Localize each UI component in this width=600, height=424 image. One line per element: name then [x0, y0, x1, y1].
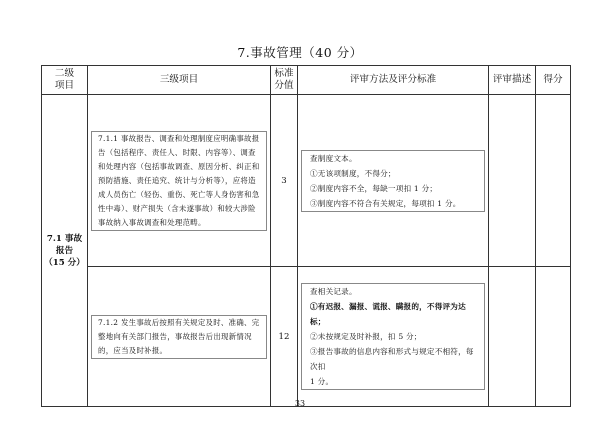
- method-line: 查制度文本。: [310, 153, 357, 163]
- header-method: 评审方法及评分标准: [298, 66, 489, 95]
- header-level2-line1: 二级: [54, 68, 75, 79]
- standard-score: 3: [271, 95, 298, 267]
- section-line3: （15 分）: [44, 257, 85, 268]
- item-text: 7.1.1 事故报告、调查和处理制度应明确事故报告（包括程序、责任人、时限、内容等）、调查和处理内容（包括事故调查、原因分析、纠正和预防措施、责任追究、统计与分析等），应将造成人员伤亡（轻伤、重伤、死亡等人身伤害和急性中毒）、财产损失（含未遂事故）和较大涉险事故纳入事故调查和处理范畴。: [98, 133, 260, 227]
- table-row: [42, 95, 571, 267]
- section-line1: 7.1 事故: [46, 233, 83, 244]
- header-standard-line1: 标准: [274, 68, 294, 79]
- section-line2: 报告: [55, 245, 74, 256]
- method-line: ②未按规定及时补报，扣 5 分；: [310, 332, 422, 341]
- item-cell: [88, 267, 271, 407]
- section-cell: [42, 95, 88, 407]
- table-header-row: [42, 66, 571, 95]
- header-standard: [271, 66, 298, 95]
- header-description: 评审描述: [489, 66, 536, 95]
- evaluation-table: [41, 65, 571, 407]
- method-line: ③制度内容不符合有关规定，每项扣 1 分。: [310, 198, 461, 208]
- method-line: 1 分。: [310, 377, 334, 386]
- page-number: 33: [294, 399, 306, 408]
- header-level2-line2: 项目: [54, 80, 75, 91]
- method-line: ①无该项制度，不得分；: [310, 168, 396, 178]
- item-box: [91, 131, 267, 231]
- method-line: 查相关记录。: [310, 287, 357, 296]
- method-box: [301, 283, 485, 390]
- method-box: [301, 150, 485, 212]
- header-level3: 三级项目: [88, 66, 271, 95]
- description-cell[interactable]: [489, 267, 536, 407]
- item-cell: [88, 95, 271, 267]
- standard-score: 12: [271, 267, 298, 407]
- method-cell: [298, 267, 489, 407]
- method-line: ③报告事故的信息内容和形式与规定不相符，每次扣: [310, 347, 474, 371]
- table-row: [42, 267, 571, 407]
- header-level2: [42, 66, 88, 95]
- method-line: ②制度内容不全，每缺一项扣 1 分；: [310, 183, 438, 193]
- item-box: [91, 315, 267, 359]
- header-standard-line2: 分值: [274, 80, 294, 91]
- item-text: 7.1.2 发生事故后按照有关规定及时、准确、完整地向有关部门报告，事故报告后出现新情况的，应当及时补报。: [98, 317, 260, 355]
- header-score: 得分: [536, 66, 571, 95]
- score-cell[interactable]: [536, 267, 571, 407]
- description-cell[interactable]: [489, 95, 536, 267]
- score-cell[interactable]: [536, 95, 571, 267]
- method-line: ①有迟报、漏报、谎报、瞒报的，不得评为达标；: [310, 302, 466, 326]
- page-title: 7.事故管理（40 分）: [237, 45, 363, 60]
- method-cell: [298, 95, 489, 267]
